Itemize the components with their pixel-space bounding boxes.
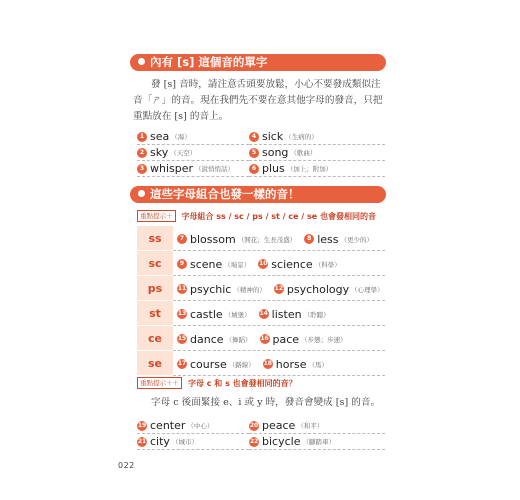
word-item: 21 city （城市）: [137, 434, 249, 450]
combo-words: [173, 326, 385, 351]
combo-words: [173, 276, 385, 301]
tip-label: 重點提示＋: [137, 210, 176, 222]
combo-words: [173, 226, 385, 251]
word-item: 8 less （更少的）: [304, 233, 373, 246]
tip-text: 字母組合 ss / sc / ps / st / ce / se 也會發相同的音: [181, 211, 376, 221]
word-item: 14 listen （聆聽）: [259, 307, 330, 321]
intro-paragraph: 發 [s] 音時，請注意舌頭要放鬆，小心不要發成類似注音「ㄕ」的音。現在我們先不要在意其他字母的發音，只把重點放在 [s] 的音上。: [133, 79, 383, 122]
bullet-dot-icon: [138, 58, 145, 65]
word-item: 6 plus （加上；附加）: [249, 161, 385, 177]
word-item: 2 sky （天空）: [137, 145, 249, 161]
combo-label: ce: [137, 326, 173, 351]
combo-label: se: [137, 351, 173, 376]
word-item: 10 science （科學）: [259, 257, 341, 271]
table-row: [137, 251, 385, 276]
word-item: 18 horse （馬）: [263, 357, 329, 371]
word-item: 1 sea （海）: [137, 129, 249, 145]
tip-text: 字母 c 和 s 也會發相同的音？: [188, 378, 297, 388]
word-item: 16 pace （步態；步速）: [260, 332, 347, 346]
letter-combo-table: [137, 226, 385, 376]
table-row: [137, 326, 385, 351]
word-item: 13 castle （城堡）: [177, 307, 251, 321]
word-item: 15 dance （舞蹈）: [177, 332, 252, 346]
table-row: [137, 351, 385, 376]
word-item: 20 peace （和平）: [249, 418, 385, 434]
word-item: 22 bicycle （腳踏車）: [249, 434, 385, 450]
combo-label: st: [137, 301, 173, 326]
word-item: 4 sick （生病的）: [249, 129, 385, 145]
combo-label: sc: [137, 251, 173, 276]
word-item: 19 center （中心）: [137, 418, 249, 434]
tip-label: 重點提示＋＋: [137, 377, 182, 389]
word-item: 12 psychology （心理學）: [274, 282, 384, 296]
combo-words: [173, 251, 385, 276]
combo-label: ss: [137, 226, 173, 251]
word-item: 3 whisper （說悄悄話）: [137, 161, 249, 177]
word-item: 17 course （路線）: [177, 357, 255, 371]
table-row: [137, 226, 385, 251]
word-item: 11 psychic （精神的）: [177, 282, 266, 296]
word-item: 9 scene （場景）: [177, 258, 250, 271]
word-item: 5 song （歌曲）: [249, 145, 385, 161]
combo-label: ps: [137, 276, 173, 301]
tip-line: [137, 376, 297, 390]
section-heading-letter-combos: 這些字母組合也發一樣的音！: [130, 186, 386, 203]
word-item: 7 blossom （開花；生長茂盛）: [177, 233, 296, 246]
table-row: [137, 301, 385, 326]
combo-words: [173, 301, 385, 326]
combo-words: [173, 351, 385, 376]
table-row: [137, 276, 385, 301]
page-number: 022: [118, 461, 135, 470]
bullet-dot-icon: [138, 190, 145, 197]
c-rule-paragraph: 字母 c 後面緊接 e、i 或 y 時，發音會變成 [s] 的音。: [151, 397, 381, 408]
tip-line: [137, 209, 376, 223]
section-heading-s-words: 內有 [s] 這個音的單字: [130, 54, 386, 71]
